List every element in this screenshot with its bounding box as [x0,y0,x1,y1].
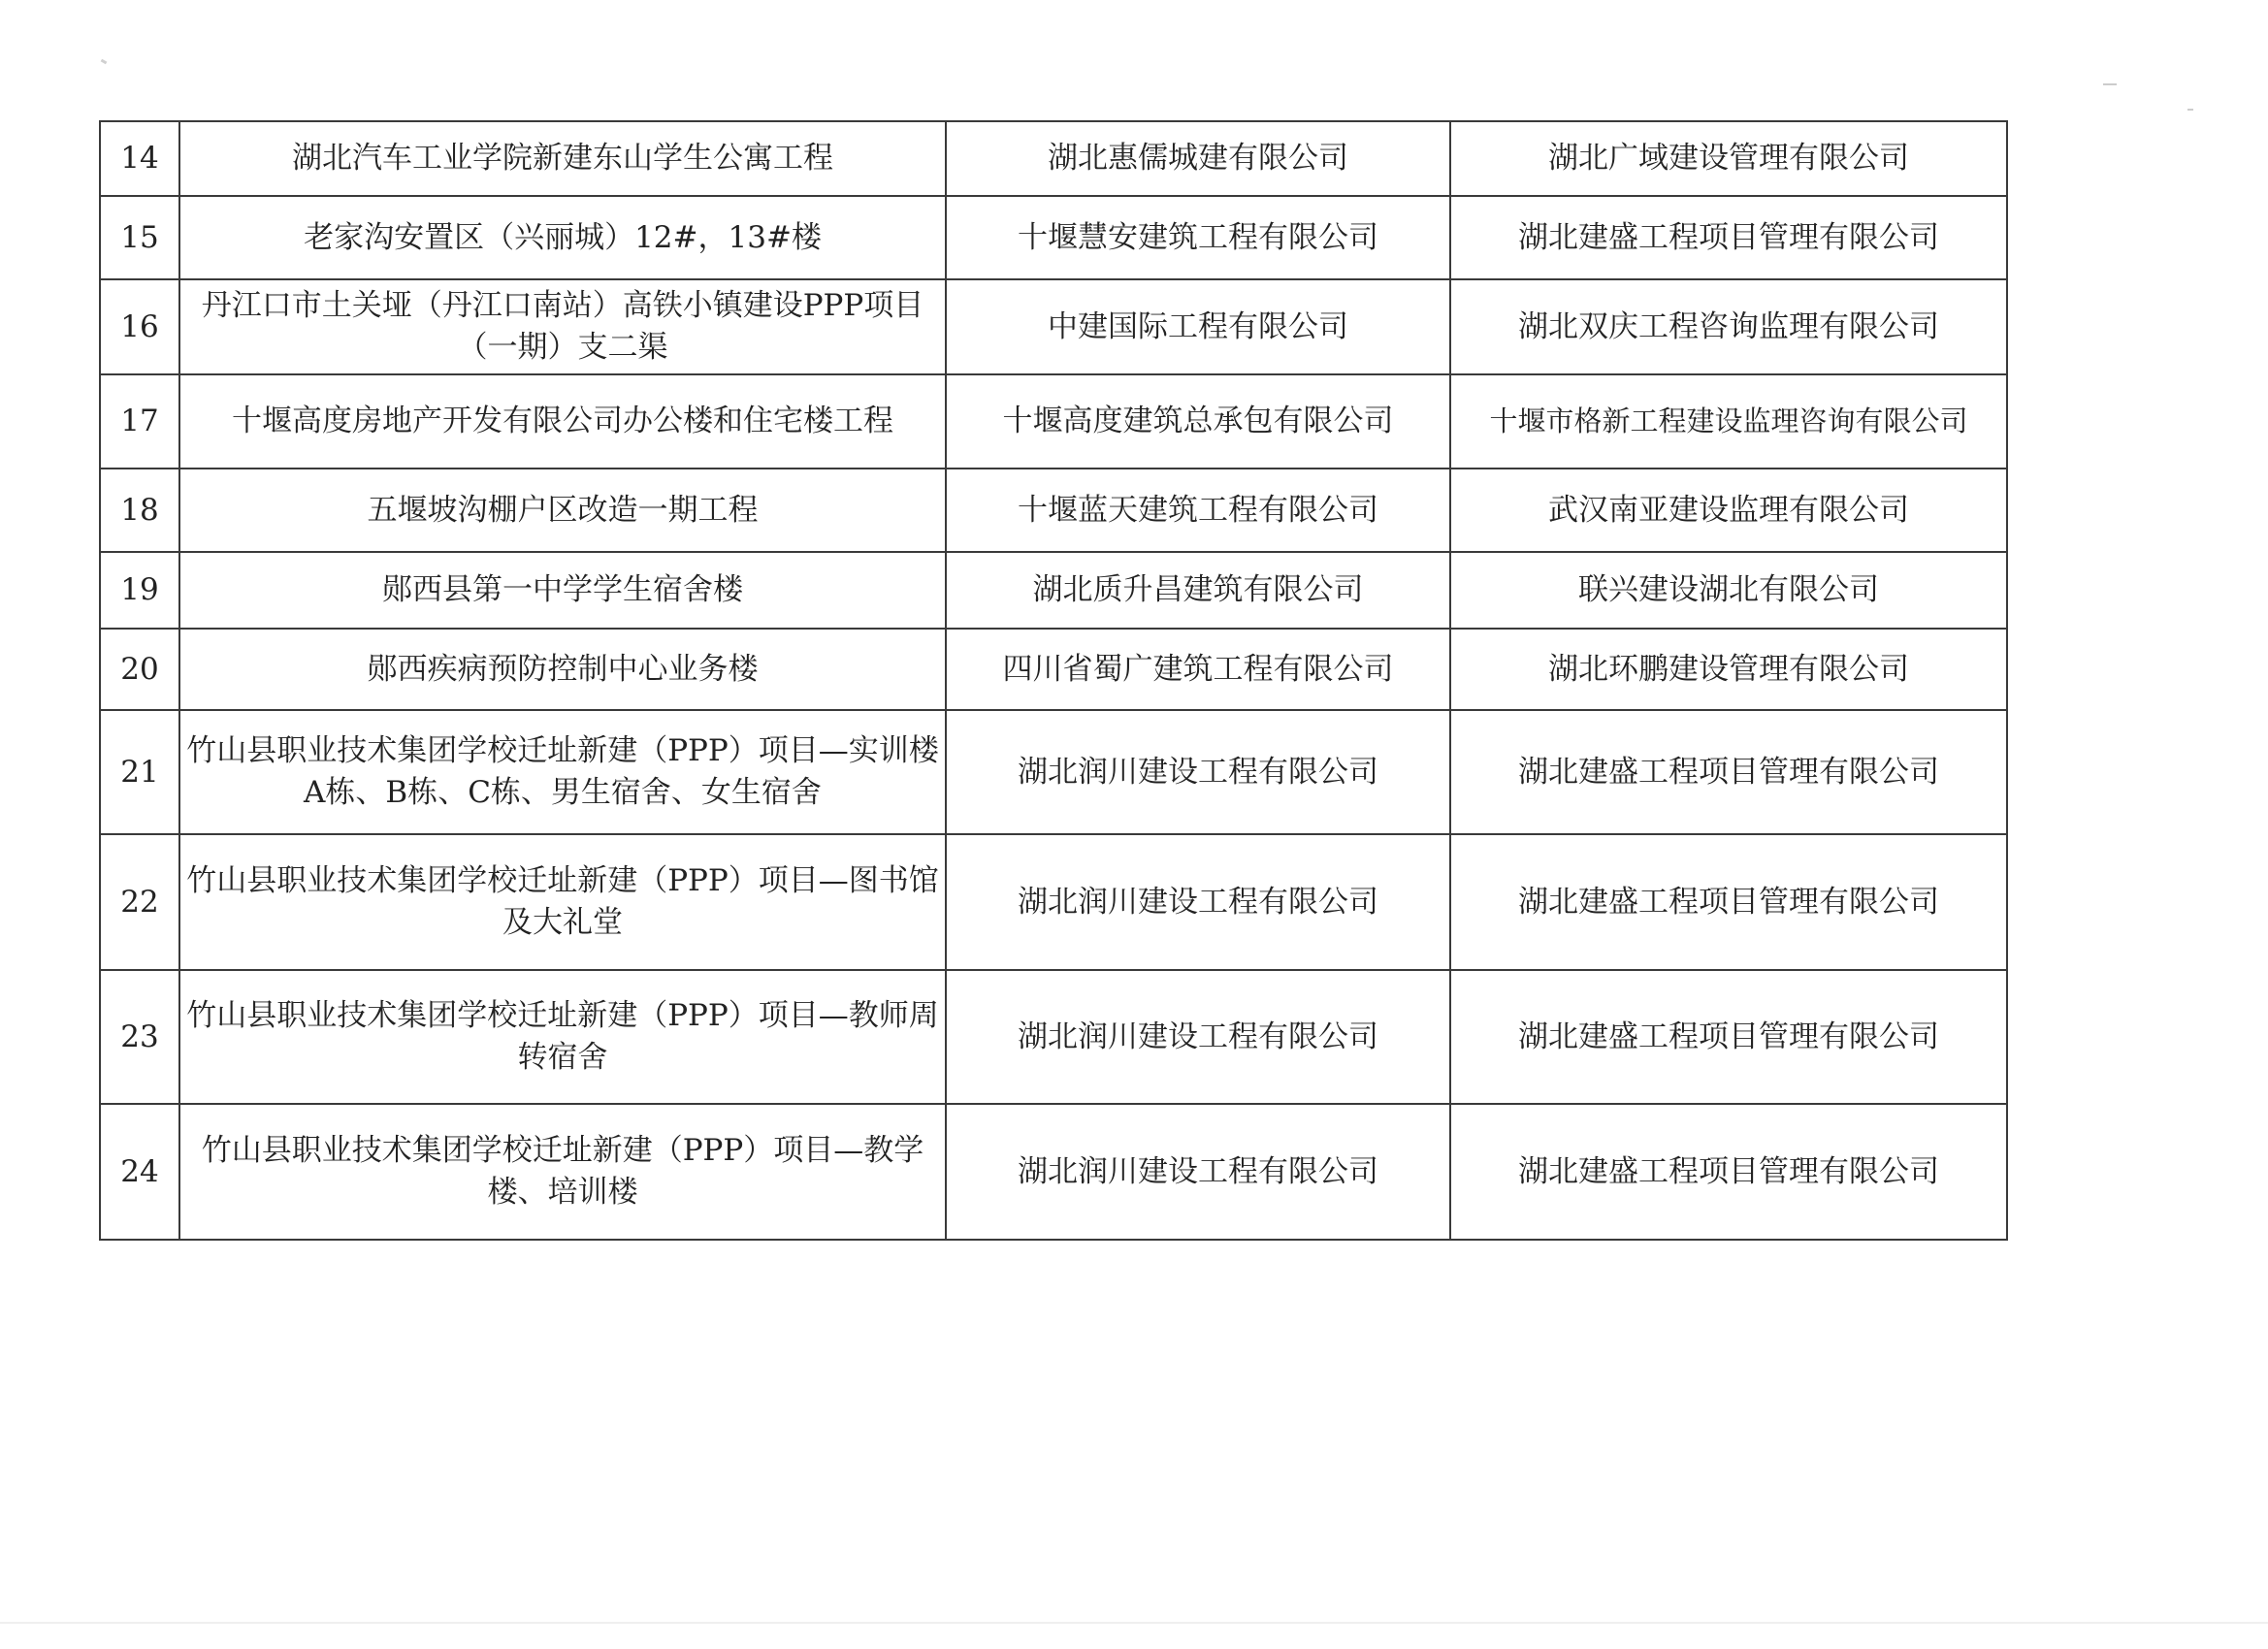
project-name: 竹山县职业技术集团学校迁址新建（PPP）项目—教学楼、培训楼 [179,1104,946,1240]
project-table [99,120,2008,1241]
contractor-name: 湖北润川建设工程有限公司 [946,970,1450,1104]
row-number: 16 [100,279,179,374]
supervisor-name: 联兴建设湖北有限公司 [1450,552,2007,629]
table-row [100,374,2007,469]
supervisor-name: 十堰市格新工程建设监理咨询有限公司 [1450,374,2007,469]
project-name: 郧西县第一中学学生宿舍楼 [179,552,946,629]
supervisor-name: 湖北建盛工程项目管理有限公司 [1450,970,2007,1104]
row-number: 18 [100,469,179,552]
contractor-name: 湖北惠儒城建有限公司 [946,121,1450,196]
table-row [100,469,2007,552]
row-number: 22 [100,834,179,970]
row-number: 23 [100,970,179,1104]
project-name: 竹山县职业技术集团学校迁址新建（PPP）项目—实训楼A栋、B栋、C栋、男生宿舍、女生宿舍 [179,710,946,834]
project-name: 五堰坡沟棚户区改造一期工程 [179,469,946,552]
project-name: 十堰高度房地产开发有限公司办公楼和住宅楼工程 [179,374,946,469]
supervisor-name: 湖北建盛工程项目管理有限公司 [1450,1104,2007,1240]
project-name: 竹山县职业技术集团学校迁址新建（PPP）项目—教师周转宿舍 [179,970,946,1104]
table-row [100,279,2007,374]
supervisor-name: 湖北环鹏建设管理有限公司 [1450,629,2007,710]
contractor-name: 湖北质升昌建筑有限公司 [946,552,1450,629]
supervisor-name: 湖北双庆工程咨询监理有限公司 [1450,279,2007,374]
table-row [100,552,2007,629]
row-number: 20 [100,629,179,710]
supervisor-name: 湖北广域建设管理有限公司 [1450,121,2007,196]
table-row [100,629,2007,710]
contractor-name: 湖北润川建设工程有限公司 [946,1104,1450,1240]
scan-speck [2187,109,2193,111]
supervisor-name: 湖北建盛工程项目管理有限公司 [1450,196,2007,279]
project-name: 郧西疾病预防控制中心业务楼 [179,629,946,710]
row-number: 17 [100,374,179,469]
row-number: 15 [100,196,179,279]
contractor-name: 十堰慧安建筑工程有限公司 [946,196,1450,279]
project-name: 竹山县职业技术集团学校迁址新建（PPP）项目—图书馆及大礼堂 [179,834,946,970]
supervisor-name: 湖北建盛工程项目管理有限公司 [1450,834,2007,970]
contractor-name: 十堰蓝天建筑工程有限公司 [946,469,1450,552]
row-number: 19 [100,552,179,629]
supervisor-name: 武汉南亚建设监理有限公司 [1450,469,2007,552]
table-row [100,970,2007,1104]
table-row [100,1104,2007,1240]
project-name: 老家沟安置区（兴丽城）12#，13#楼 [179,196,946,279]
project-name: 湖北汽车工业学院新建东山学生公寓工程 [179,121,946,196]
contractor-name: 四川省蜀广建筑工程有限公司 [946,629,1450,710]
contractor-name: 中建国际工程有限公司 [946,279,1450,374]
scan-speck [101,59,108,65]
table-row [100,196,2007,279]
table-row [100,121,2007,196]
project-table-container [99,120,2006,1241]
contractor-name: 十堰高度建筑总承包有限公司 [946,374,1450,469]
project-name: 丹江口市土关垭（丹江口南站）高铁小镇建设PPP项目（一期）支二渠 [179,279,946,374]
table-row [100,834,2007,970]
scan-edge-line [0,1622,2268,1624]
row-number: 14 [100,121,179,196]
table-row [100,710,2007,834]
scan-speck [2103,83,2117,85]
supervisor-name: 湖北建盛工程项目管理有限公司 [1450,710,2007,834]
contractor-name: 湖北润川建设工程有限公司 [946,834,1450,970]
contractor-name: 湖北润川建设工程有限公司 [946,710,1450,834]
row-number: 24 [100,1104,179,1240]
row-number: 21 [100,710,179,834]
